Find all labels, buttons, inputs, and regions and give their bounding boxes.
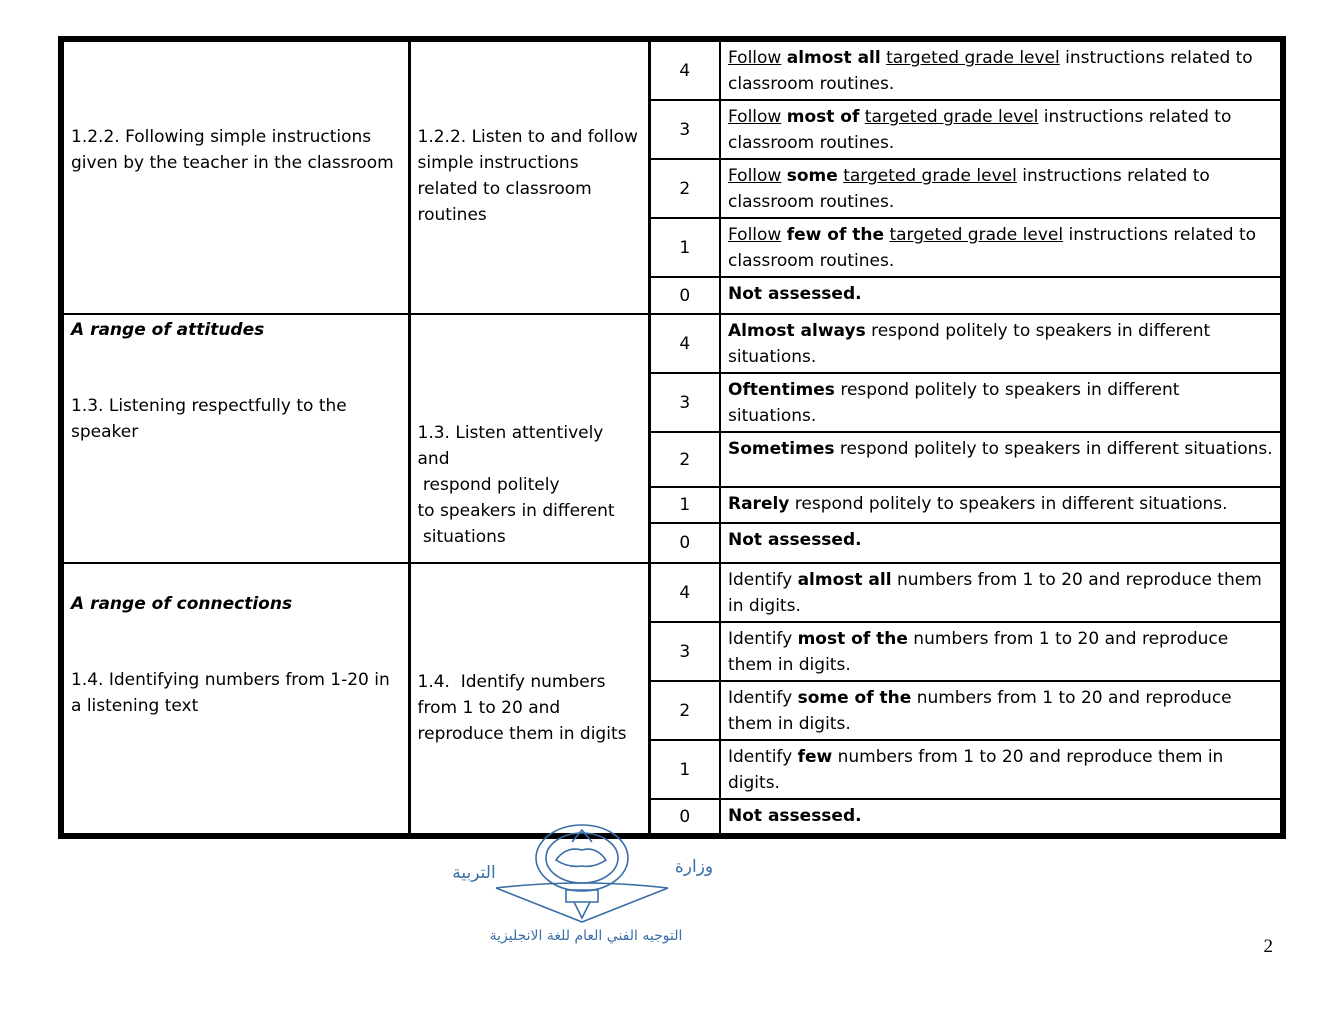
descriptor-cell — [720, 277, 1283, 314]
descriptor-underlined: Follow — [728, 107, 782, 127]
descriptor-cell — [720, 39, 1283, 100]
descriptor-text: instructions related to classroom routines. — [728, 107, 1232, 153]
descriptor-emphasis: few of the — [786, 225, 885, 245]
descriptor-underlined: Follow — [728, 166, 782, 186]
outcome-text: situations — [417, 527, 506, 547]
score-cell: 0 — [649, 799, 720, 836]
descriptor-text: respond politely to speakers in different situations. — [728, 321, 1211, 367]
descriptor-emphasis: Not assessed. — [728, 284, 862, 304]
outcome-text: to speakers in different — [417, 501, 615, 521]
descriptor-emphasis: some — [786, 166, 838, 186]
score-cell: 0 — [649, 523, 720, 563]
section-header: A range of attitudes — [71, 320, 265, 340]
rubric-row — [61, 314, 1283, 373]
descriptor-emphasis: almost all — [797, 570, 892, 590]
descriptor-underlined: targeted grade level — [886, 48, 1060, 68]
descriptor-cell — [720, 799, 1283, 836]
descriptor-text: instructions related to classroom routines. — [728, 166, 1210, 212]
descriptor-text: Identify — [728, 570, 798, 590]
rubric-row — [61, 563, 1283, 622]
descriptor-cell — [720, 563, 1283, 622]
score-cell: 2 — [649, 681, 720, 740]
descriptor-emphasis: few — [797, 747, 833, 767]
page-number: 2 — [1263, 936, 1273, 957]
descriptor-emphasis: Not assessed. — [728, 530, 862, 550]
objective-cell — [61, 563, 409, 836]
descriptor-cell — [720, 740, 1283, 799]
score-cell: 2 — [649, 432, 720, 487]
descriptor-text: respond politely to speakers in different situations. — [728, 380, 1180, 426]
descriptor-text: respond politely to speakers in different situations. — [789, 494, 1228, 514]
score-cell: 3 — [649, 622, 720, 681]
descriptor-cell — [720, 373, 1283, 432]
descriptor-cell — [720, 159, 1283, 218]
rubric-table — [58, 36, 1286, 839]
descriptor-emphasis: Almost always — [728, 321, 866, 341]
outcome-cell — [409, 39, 649, 314]
outcome-text: 1.2.2. Listen to and follow simple instructions related to classroom routines — [417, 127, 644, 225]
logo-text-right: وزارة — [674, 857, 714, 877]
descriptor-underlined: Follow — [728, 48, 782, 68]
descriptor-text: numbers from 1 to 20 and reproduce them in digits. — [728, 570, 1262, 616]
logo-text-left: التربية — [452, 863, 496, 883]
descriptor-emphasis: most of the — [797, 629, 908, 649]
outcome-cell — [409, 563, 649, 836]
descriptor-emphasis: Sometimes — [728, 439, 835, 459]
descriptor-text: instructions related to classroom routines. — [728, 48, 1253, 94]
descriptor-cell — [720, 314, 1283, 373]
objective-text: 1.2.2. Following simple instructions given by the teacher in the classroom — [71, 127, 394, 173]
descriptor-cell — [720, 432, 1283, 487]
descriptor-text: Identify — [728, 747, 798, 767]
ministry-logo — [436, 820, 738, 950]
score-cell: 2 — [649, 159, 720, 218]
descriptor-text: numbers from 1 to 20 and reproduce them in digits. — [728, 629, 1229, 675]
outcome-text: and — [417, 449, 450, 469]
outcome-cell — [409, 314, 649, 563]
objective-cell — [61, 39, 409, 314]
descriptor-emphasis: Not assessed. — [728, 806, 862, 826]
descriptor-text: numbers from 1 to 20 and reproduce them in digits. — [728, 688, 1232, 734]
objective-text: 1.4. Identifying numbers from 1-20 in a listening text — [71, 670, 390, 716]
descriptor-text: respond politely to speakers in different situations. — [834, 439, 1273, 459]
descriptor-text: instructions related to classroom routines. — [728, 225, 1257, 271]
objective-text: 1.3. Listening respectfully to the speaker — [71, 396, 347, 442]
rubric-body — [61, 39, 1283, 836]
rubric-row — [61, 39, 1283, 100]
section-header: A range of connections — [71, 594, 293, 614]
ministry-emblem-icon — [436, 820, 738, 950]
descriptor-text: numbers from 1 to 20 and reproduce them in digits. — [728, 747, 1224, 793]
descriptor-text: Identify — [728, 688, 798, 708]
logo-text-bottom: التوجيه الفني العام للغة الانجليزية — [489, 928, 683, 944]
score-cell: 4 — [649, 563, 720, 622]
score-cell: 4 — [649, 314, 720, 373]
descriptor-underlined: targeted grade level — [864, 107, 1039, 127]
descriptor-cell — [720, 218, 1283, 277]
descriptor-emphasis: Rarely — [728, 494, 790, 514]
score-cell: 3 — [649, 100, 720, 159]
score-cell: 4 — [649, 39, 720, 100]
score-cell: 0 — [649, 277, 720, 314]
score-cell: 1 — [649, 487, 720, 523]
descriptor-emphasis: most of — [786, 107, 860, 127]
descriptor-emphasis: Oftentimes — [728, 380, 835, 400]
objective-cell — [61, 314, 409, 563]
descriptor-cell — [720, 681, 1283, 740]
descriptor-emphasis: some of the — [797, 688, 912, 708]
outcome-text: respond politely — [417, 475, 560, 495]
outcome-text: 1.3. Listen attentively — [417, 423, 604, 443]
outcome-text: 1.4. Identify numbers from 1 to 20 and reproduce them in digits — [417, 672, 627, 744]
descriptor-emphasis: almost all — [786, 48, 881, 68]
score-cell: 3 — [649, 373, 720, 432]
descriptor-cell — [720, 523, 1283, 563]
descriptor-underlined: targeted grade level — [889, 225, 1064, 245]
descriptor-text: Identify — [728, 629, 798, 649]
score-cell: 1 — [649, 740, 720, 799]
descriptor-underlined: targeted grade level — [843, 166, 1017, 186]
descriptor-underlined: Follow — [728, 225, 782, 245]
descriptor-cell — [720, 487, 1283, 523]
score-cell: 1 — [649, 218, 720, 277]
descriptor-cell — [720, 622, 1283, 681]
descriptor-cell — [720, 100, 1283, 159]
